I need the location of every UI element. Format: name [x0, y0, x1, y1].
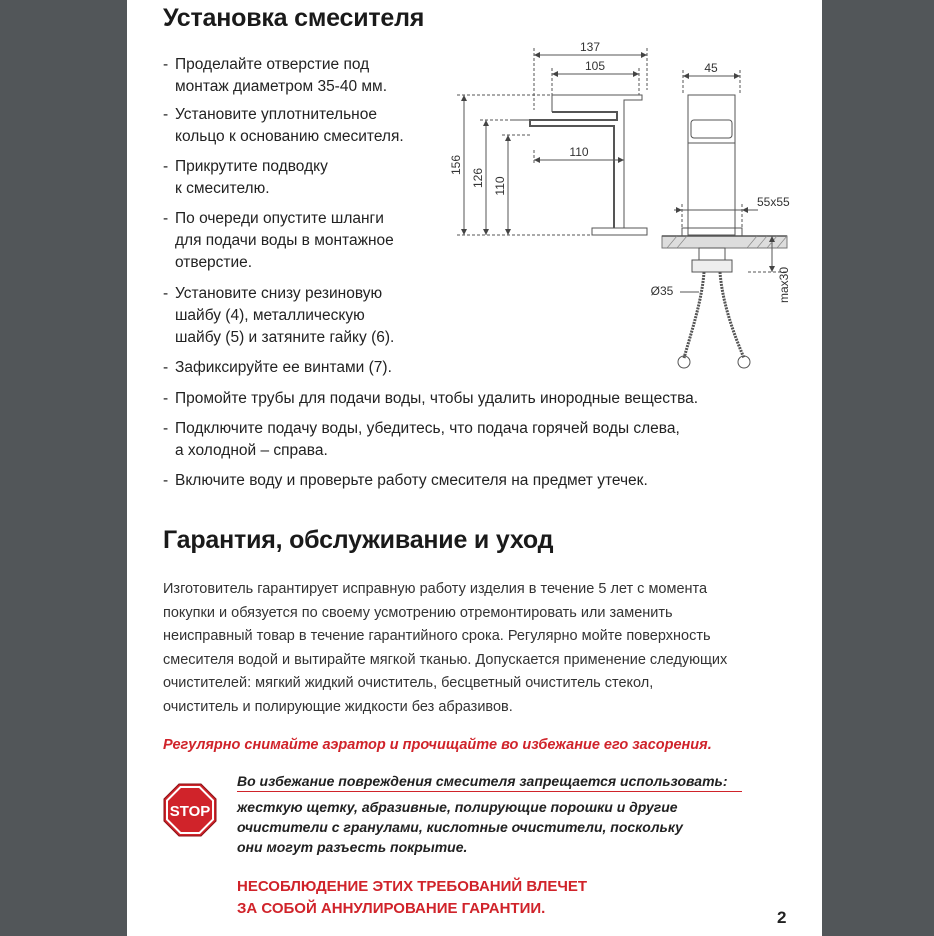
step-text: Промойте трубы для подачи воды, чтобы удалить инородные вещества. — [175, 390, 699, 407]
faucet-dimension-diagram — [449, 40, 822, 380]
bullet-dash: - — [163, 106, 169, 123]
dim-105: 105 — [584, 59, 606, 73]
step-item — [163, 357, 392, 379]
bullet-dash: - — [163, 420, 169, 437]
document-page — [127, 0, 822, 936]
step-text: Установите снизу резиновую шайбу (4), металлическую шайбу (5) и затяните гайку (6). — [175, 285, 395, 346]
step-item — [163, 283, 394, 349]
step-item — [163, 208, 394, 274]
bullet-dash: - — [163, 158, 169, 175]
prohibition-body: жесткую щетку, абразивные, полирующие порошки и другие очистители с гранулами, кислотные очистители, поскольку они могут разъесть покрытие. — [237, 799, 683, 855]
step-item — [163, 418, 680, 462]
step-text: Подключите подачу воды, убедитесь, что подача горячей воды слева, а холодной – справа. — [175, 420, 680, 459]
bullet-dash: - — [163, 285, 169, 302]
step-item — [163, 54, 387, 98]
warranty-paragraph: Изготовитель гарантирует исправную работу изделия в течение 5 лет с момента покупки и обязуется по своему усмотрению отремонтировать или заменить неисправный товар в течение гарантийного срока. Регулярно мойте поверхность смесителя водой и вытирайте мягкой тканью. Допускается применение следующих очистителей: мягкий жидкий очиститель, бесцветный очиститель стекол, очиститель и полирующие жидкости без абразивов. — [163, 581, 728, 715]
dim-55x55: 55x55 — [757, 195, 790, 209]
dim-hole-diameter: Ø35 — [650, 284, 674, 298]
dim-156: 156 — [449, 154, 463, 176]
stop-label: STOP — [169, 803, 211, 820]
dim-max30: max30 — [777, 266, 791, 304]
step-text: По очереди опустите шланги для подачи воды в монтажное отверстие. — [175, 210, 394, 271]
step-text: Зафиксируйте ее винтами (7). — [175, 359, 392, 376]
prohibition-title: Во избежание повреждения смесителя запрещается использовать: — [237, 773, 742, 792]
dim-126: 126 — [471, 167, 485, 189]
step-item — [163, 104, 404, 148]
aerator-note: Регулярно снимайте аэратор и прочищайте во избежание его засорения. — [163, 737, 712, 753]
stop-sign-icon — [163, 783, 217, 837]
viewer-background — [822, 0, 934, 936]
dim-137: 137 — [579, 40, 601, 54]
dim-110-horizontal: 110 — [569, 145, 589, 159]
step-text: Проделайте отверстие под монтаж диаметром 35-40 мм. — [175, 56, 388, 95]
dim-45: 45 — [704, 61, 718, 75]
bullet-dash: - — [163, 56, 169, 73]
warranty-void-warning: НЕСОБЛЮДЕНИЕ ЭТИХ ТРЕБОВАНИЙ ВЛЕЧЕТ ЗА СОБОЙ АННУЛИРОВАНИЕ ГАРАНТИИ. — [237, 878, 588, 917]
warranty-title: Гарантия, обслуживание и уход — [163, 526, 554, 554]
dim-110-vertical: 110 — [493, 176, 507, 196]
bullet-dash: - — [163, 210, 169, 227]
install-title: Установка смесителя — [163, 4, 425, 32]
step-text: Включите воду и проверьте работу смесителя на предмет утечек. — [175, 472, 648, 489]
bullet-dash: - — [163, 472, 169, 489]
step-item — [163, 388, 698, 410]
step-text: Установите уплотнительное кольцо к основанию смесителя. — [175, 106, 404, 145]
step-item — [163, 470, 648, 492]
step-text: Прикрутите подводку к смесителю. — [175, 158, 328, 197]
step-item — [163, 156, 328, 200]
bullet-dash: - — [163, 359, 169, 376]
page-number: 2 — [777, 908, 787, 927]
bullet-dash: - — [163, 390, 169, 407]
